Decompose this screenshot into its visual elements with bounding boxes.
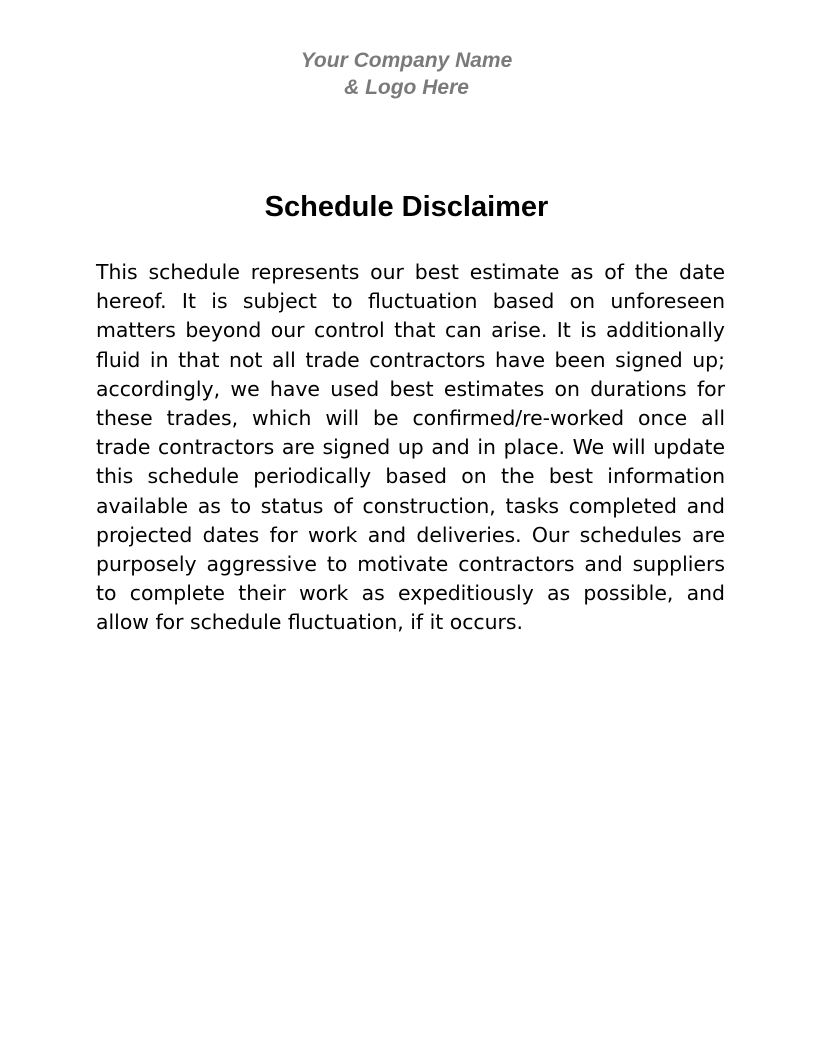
- page-title: Schedule Disclaimer: [264, 191, 549, 223]
- disclaimer-paragraph: This schedule represents our best estimate as of the date hereof. It is subject to fluctuation based on unforeseen matters beyond our control that can arise. It is additionally fluid in that not all trade contractors have been signed up; accordingly, we have used best estimates on durations for these trades, which will be confirmed/re-worked once all trade contractors are signed up and in place. We will update this schedule periodically based on the best information available as to status of construction, tasks completed and projected dates for work and deliveries. Our schedules are purposely aggressive to motivate contractors and suppliers to complete their work as expeditiously as possible, and allow for schedule fluctuation, if it occurs.: [96, 260, 725, 635]
- company-name-line: Your Company Name: [300, 49, 513, 72]
- company-logo-line: & Logo Here: [344, 76, 469, 99]
- company-logo-placeholder: [0, 47, 813, 101]
